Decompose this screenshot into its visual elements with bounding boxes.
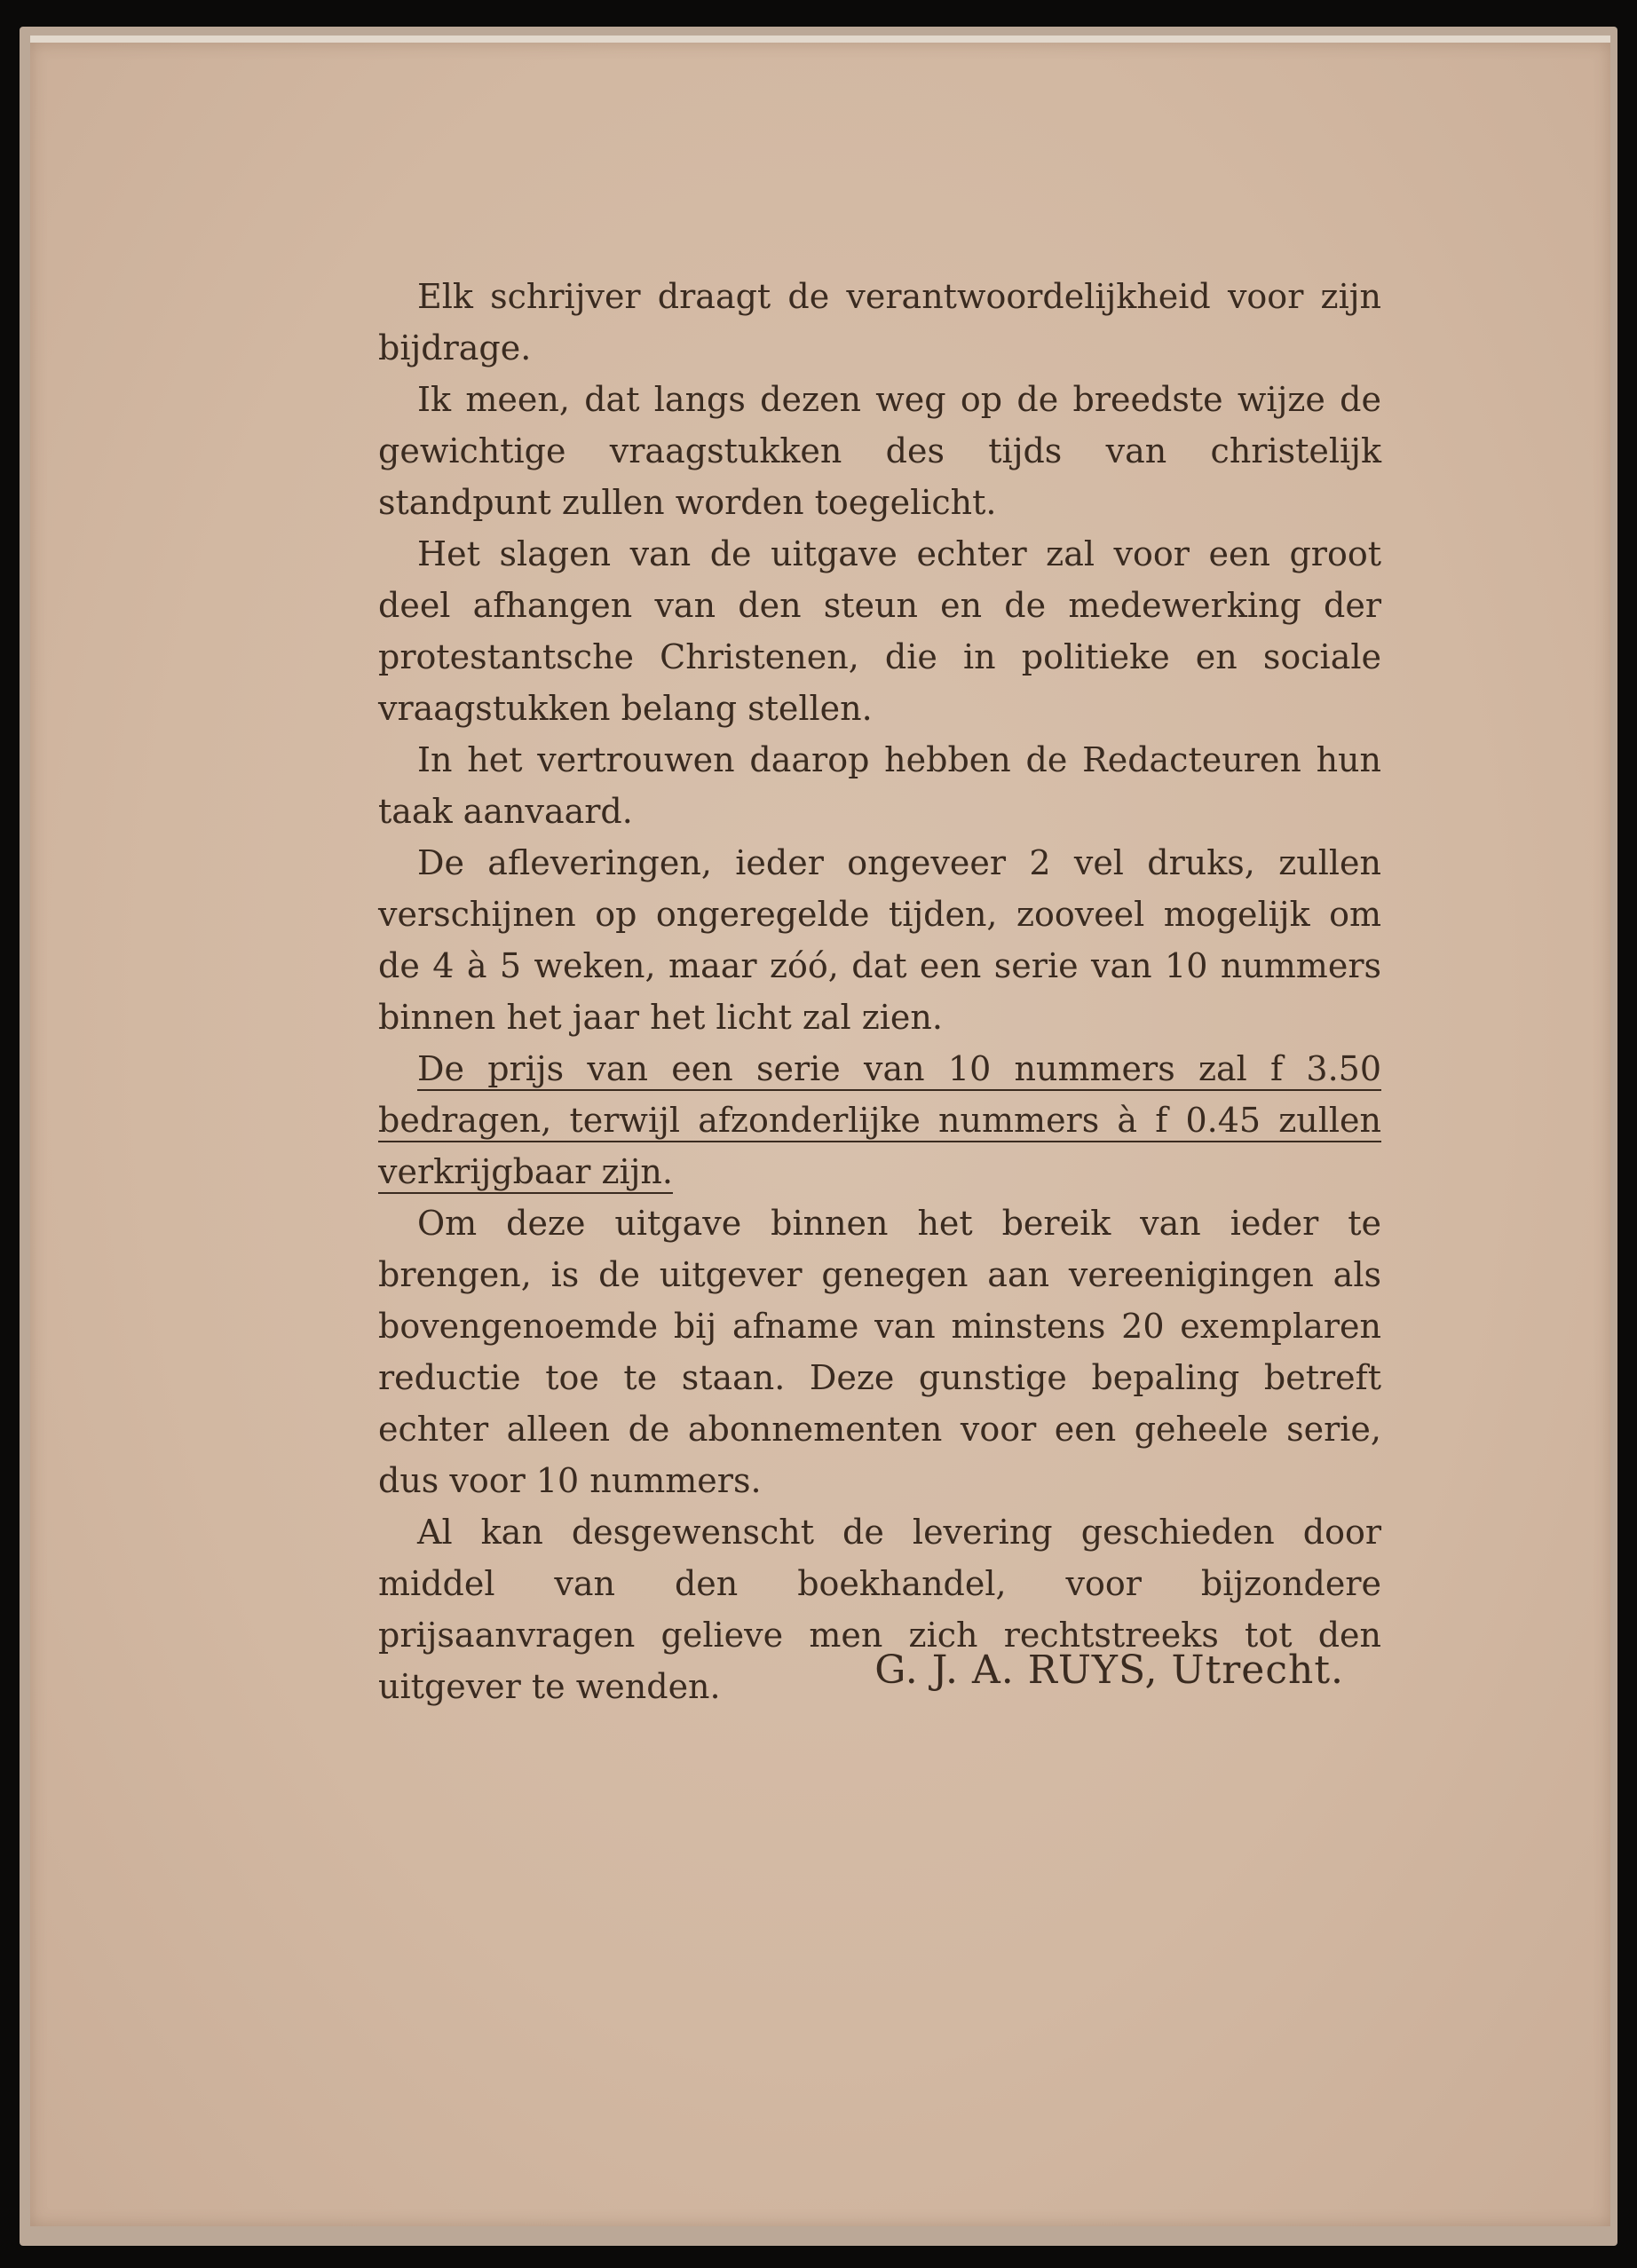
body-text bbox=[378, 271, 1381, 1712]
paragraph-price: De prijs van een serie van 10 nummers zal f 3.50 bedragen, terwijl afzonderlijke nummers à f 0.45 zullen verkrijgbaar zijn. bbox=[378, 1049, 1381, 1191]
paragraph-trust: In het vertrouwen daarop hebben de Redacteuren hun taak aanvaard. bbox=[378, 740, 1381, 831]
paragraph-support: Het slagen van de uitgave echter zal voor een groot deel afhangen van den steun en de medewerking der protestantsche Christenen, die in politieke en sociale vraagstukken belang stellen. bbox=[378, 534, 1381, 728]
publisher-signature: G. J. A. RUYS, Utrecht. bbox=[874, 1648, 1344, 1693]
paragraph-purpose: Ik meen, dat langs dezen weg op de breedste wijze de gewichtige vraagstukken des tijds van christelijk standpunt zullen worden toegelicht. bbox=[378, 380, 1381, 522]
paragraph-discount: Om deze uitgave binnen het bereik van ieder te brengen, is de uitgever genegen aan vereenigingen als bovengenoemde bij afname van minstens 20 exemplaren reductie toe te staan. Deze gunstige bepaling betreft echter alleen de abonnementen voor een geheele serie, dus voor 10 nummers. bbox=[378, 1204, 1381, 1500]
paragraph-delivery: Al kan desgewenscht de levering geschieden door middel van den boekhandel, voor bijzondere prijsaanvragen gelieve men zich rechtstreeks tot den uitgever te wenden. bbox=[378, 1513, 1381, 1706]
paragraph-issues: De afleveringen, ieder ongeveer 2 vel druks, zullen verschijnen op ongeregelde tijden, zooveel mogelijk om de 4 à 5 weken, maar zóó, dat een serie van 10 nummers binnen het jaar het licht zal zien. bbox=[378, 843, 1381, 1037]
paragraph-responsibility: Elk schrijver draagt de verantwoordelijkheid voor zijn bijdrage. bbox=[378, 277, 1381, 367]
